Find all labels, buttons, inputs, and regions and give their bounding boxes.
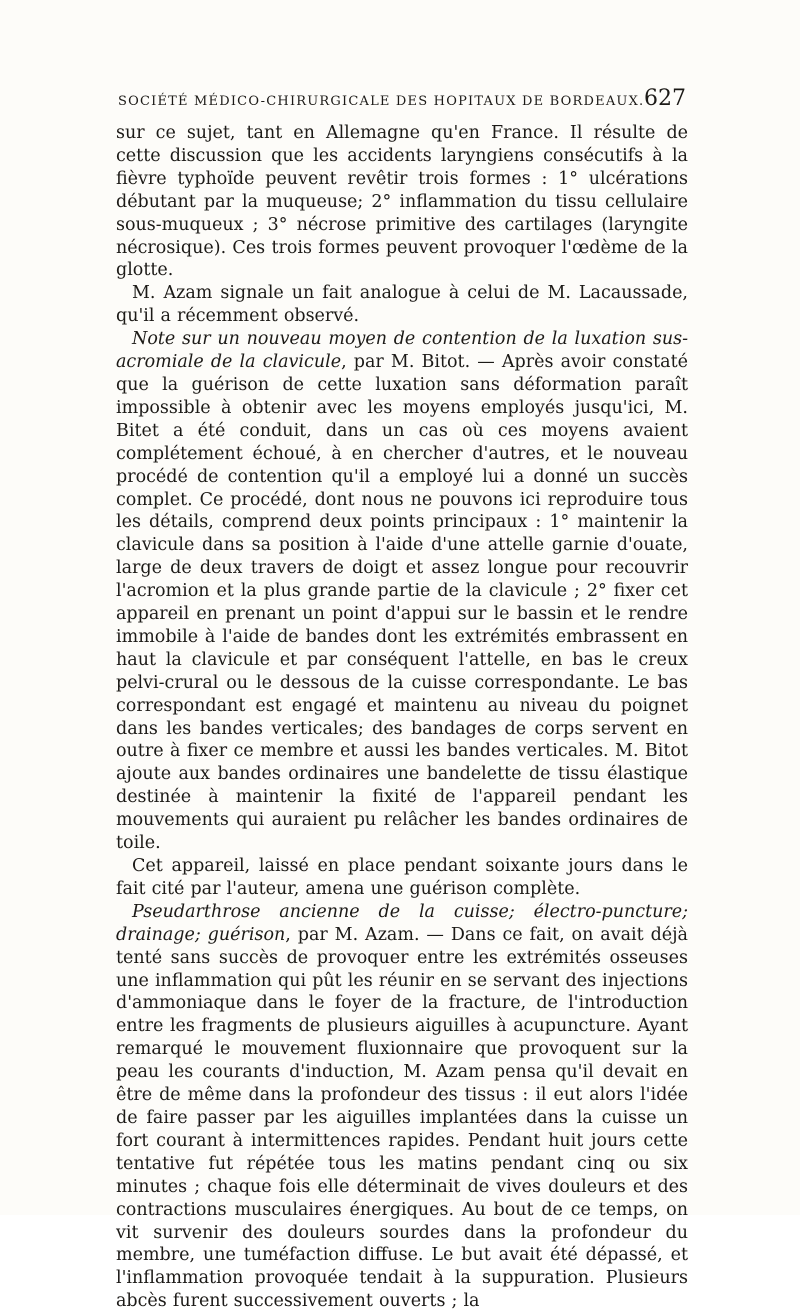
running-head-title: SOCIÉTÉ MÉDICO-CHIRURGICALE DES HOPITAUX DE BORDEAUX. (118, 94, 645, 109)
paragraph-clavicle-note (116, 328, 688, 855)
paragraph-typhoid-larynx (116, 122, 688, 282)
paragraph-text: sur ce sujet, tant en Allemagne qu'en France. Il résulte de cette discussion que les accidents laryngiens consécutifs à la fièvre typhoïde peuvent revêtir trois formes : 1° ulcérations débutant par la muqueuse; 2° inflammation du tissu cellulaire sous-muqueux ; 3° nécrose primitive des cartilages (laryngite nécrosique). Ces trois formes peuvent provoquer l'œdème de la glotte. (116, 123, 688, 281)
running-head (118, 86, 686, 120)
body-text (116, 122, 688, 1313)
paragraph-text: , par M. Azam. — Dans ce fait, on avait déjà tenté sans succès de provoquer entre les extrémités osseuses une inflammation qui pût les réunir en se servant des injections d'ammoniaque dans le foyer de la fracture, de l'introduction entre les fragments de plusieurs aiguilles à acupuncture. Ayant remarqué le mouvement fluxionnaire que provoquent sur la peau les courants d'induction, M. Azam pensa qu'il devait en être de même dans la profondeur des tissus : il eut alors l'idée de faire passer par les aiguilles implantées dans la cuisse un fort courant à intermittences rapides. Pendant huit jours cette tentative fut répétée tous les matins pendant cinq ou six minutes ; chaque fois elle déterminait de vives douleurs et des contractions musculaires énergiques. Au bout de ce temps, on vit survenir des douleurs sourdes dans la profondeur du membre, une tuméfaction diffuse. Le but avait été dépassé, et l'inflammation provoquée tendait à la suppuration. Plusieurs abcès furent successivement ouverts ; la (116, 924, 688, 1312)
paragraph-text: , par M. Bitot. — Après avoir constaté que la guérison de cette luxation sans déformation paraît impossible à obtenir avec les moyens employés jusqu'ici, M. Bitet a été conduit, dans un cas où ces moyens avaient complétement échoué, à en chercher d'autres, et le nouveau procédé de contention qu'il a employé lui a donné un succès complet. Ce procédé, dont nous ne pouvons ici reproduire tous les détails, comprend deux points principaux : 1° maintenir la clavicule dans sa position à l'aide d'une attelle garnie d'ouate, large de deux travers de doigt et assez longue pour recouvrir l'acromion et la plus grande partie de la clavicule ; 2° fixer cet appareil en prenant un point d'appui sur le bassin et le rendre immobile à l'aide de bandes dont les extrémités embrassent en haut la clavicule et par conséquent l'attelle, en bas le creux pelvi-crural ou le dessous de la cuisse correspondante. Le bas correspondant est engagé et maintenu au niveau du poignet dans les bandes verticales; des bandages de corps servent en outre à fixer ce membre et aussi les bandes verticales. M. Bitot ajoute aux bandes ordinaires une bandelette de tissu élastique destinée à maintenir la fixité de l'appareil pendant les mouvements qui auraient pu relâcher les bandes ordinaires de toile. (116, 352, 688, 854)
paragraph-pseudarthrosis (116, 901, 688, 1313)
section-title-pseudarthrosis: Pseudarthrose ancienne de la cuisse; électro-puncture; drainage; guérison (116, 901, 688, 945)
paragraph-text: Cet appareil, laissé en place pendant soixante jours dans le fait cité par l'auteur, amena une guérison complète. (116, 856, 688, 899)
paragraph-text: M. Azam signale un fait analogue à celui de M. Lacaussade, qu'il a récemment observé. (116, 283, 688, 327)
section-title-clavicle: Note sur un nouveau moyen de contention de la luxation sus-acromiale de la clavicule (116, 329, 688, 373)
paragraph-device-result (116, 855, 688, 901)
paragraph-azam-remark (116, 282, 688, 328)
page-number: 627 (644, 86, 686, 111)
